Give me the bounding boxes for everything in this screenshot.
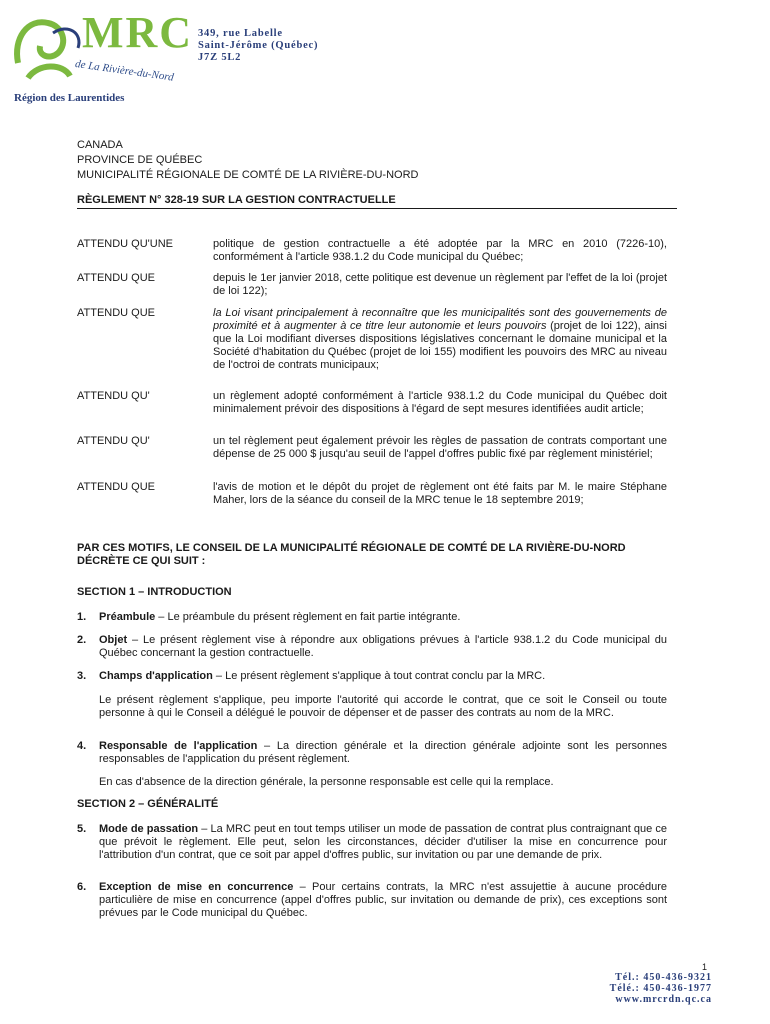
footer-website: www.mrcrdn.qc.ca: [615, 994, 712, 1005]
attendu-text: politique de gestion contractuelle a été adoptée par la MRC en 2010 (7226-10), conformément à l'article 938.1.2 du Code municipal du Québec;: [213, 238, 667, 263]
attendu-text: un tel règlement peut également prévoir les règles de passation de contrats comportant une dépense de 25 000 $ jusqu'au seuil de l'appel d'offres public fixé par règlement ministériel;: [213, 435, 667, 460]
article-text: – Le présent règlement s'applique à tout contrat conclu par la MRC.: [212, 670, 546, 682]
article-body: [99, 881, 667, 920]
attendu-text: depuis le 1er janvier 2018, cette politique est devenue un règlement par l'effet de la loi (projet de loi 122);: [213, 272, 667, 297]
logo-emblem-icon: [8, 8, 88, 88]
mrc-logo: [8, 8, 194, 90]
article-number: 6.: [77, 881, 87, 893]
article-title: Préambule: [99, 611, 156, 623]
contact-footer: [610, 972, 712, 1005]
region-label: Région des Laurentides: [14, 92, 125, 104]
article-number: 1.: [77, 611, 87, 623]
address-line: Saint-Jérôme (Québec): [198, 40, 319, 51]
article-number: 2.: [77, 634, 87, 646]
article-title: Objet: [99, 634, 128, 646]
article-text: – La MRC peut en tout temps utiliser un mode de passation de contrat plus contraignant que ce que prévoit le règlement. Elle peut, selon les circonstances, décider d'utiliser la mise en concurrence pour l'attribution d'un contrat, que ce soit par appel d'offres public, sur invitation ou par une demande de prix.: [99, 823, 667, 861]
article-title: Exception de mise en concurrence: [99, 881, 294, 893]
attendu-text: un règlement adopté conformément à l'article 938.1.2 du Code municipal du Québec doit minimalement prévoir des dispositions à l'égard de sept mesures identifiées audit article;: [213, 390, 667, 415]
attendu-text: l'avis de motion et le dépôt du projet de règlement ont été faits par M. le maire Stéphane Maher, lors de la séance du conseil de la MRC tenue le 18 septembre 2019;: [213, 481, 667, 506]
article-title: Mode de passation: [99, 823, 199, 835]
decree-statement: PAR CES MOTIFS, LE CONSEIL DE LA MUNICIPALITÉ RÉGIONALE DE COMTÉ DE LA RIVIÈRE-DU-NORD DÉCRÈTE CE QUI SUIT :: [77, 542, 626, 567]
article-paragraph: En cas d'absence de la direction générale, la personne responsable est celle qui la remplace.: [99, 776, 554, 788]
article-text: – Pour certains contrats, la MRC n'est assujettie à aucune procédure particulière de mise en concurrence (appel d'offres public, sur invitation ou demande de prix), ces exceptions sont prévues par le Code municipal du Québec.: [99, 881, 667, 919]
footer-fax: Télé.: 450-436-1977: [609, 983, 712, 994]
article-paragraph: Le présent règlement s'applique, peu importe l'autorité qui accorde le contrat, que ce soit le Conseil ou toute personne à qui le Conseil a délégué le pouvoir de dépenser et de passer des contrats au nom de la MRC.: [99, 694, 667, 719]
header-line: MUNICIPALITÉ RÉGIONALE DE COMTÉ DE LA RIVIÈRE-DU-NORD: [77, 169, 419, 181]
article-body: [99, 670, 667, 683]
address-block: [198, 28, 318, 64]
attendu-label: ATTENDU QUE: [77, 307, 156, 319]
attendu-text-rest: (projet de loi 122), ainsi que la Loi modifiant diverses dispositions législatives concernant le domaine municipal et la Société d'habitation du Québec (projet de loi 155) modifient les pouvoirs des MRC au niveau de l'octroi de contrats municipaux;: [213, 320, 667, 371]
article-text: – La direction générale et la direction générale adjointe sont les personnes responsables de l'application du présent règlement.: [99, 740, 667, 765]
article-body: [99, 634, 667, 660]
article-title: Responsable de l'application: [99, 740, 258, 752]
article-number: 4.: [77, 740, 87, 752]
article-text: – Le présent règlement vise à répondre aux obligations prévues à l'article 938.1.2 du Code municipal du Québec concernant la gestion contractuelle.: [99, 634, 667, 659]
article-body: [99, 823, 667, 862]
section-heading: SECTION 2 – GÉNÉRALITÉ: [77, 798, 219, 810]
law-title-italic: la Loi visant principalement à reconnaître que les municipalités sont des gouvernements de proximité et à augmenter à ce titre leur autonomie et leurs pouvoirs: [213, 307, 667, 332]
article-title: Champs d'application: [99, 670, 213, 682]
attendu-label: ATTENDU QU'UNE: [77, 238, 174, 250]
regulation-title: RÈGLEMENT N° 328-19 SUR LA GESTION CONTRACTUELLE: [77, 194, 677, 209]
address-line: 349, rue Labelle: [198, 28, 283, 39]
article-number: 5.: [77, 823, 87, 835]
article-body: [99, 611, 667, 624]
section-heading: SECTION 1 – INTRODUCTION: [77, 586, 232, 598]
page-number: 1: [702, 962, 708, 972]
attendu-label: ATTENDU QUE: [77, 272, 156, 284]
attendu-text: [213, 307, 667, 372]
jurisdiction-header: [77, 138, 418, 183]
attendu-label: ATTENDU QUE: [77, 481, 156, 493]
article-text: – Le préambule du présent règlement en fait partie intégrante.: [155, 611, 461, 623]
footer-phone: Tél.: 450-436-9321: [615, 972, 712, 983]
header-line: PROVINCE DE QUÉBEC: [77, 154, 203, 166]
attendu-label: ATTENDU QU': [77, 435, 150, 447]
article-number: 3.: [77, 670, 87, 682]
logo-subtitle: de La Rivière-du-Nord: [74, 58, 175, 84]
header-line: CANADA: [77, 139, 123, 151]
attendu-label: ATTENDU QU': [77, 390, 150, 402]
article-body: [99, 740, 667, 766]
logo-text: MRC: [82, 8, 194, 57]
address-line: J7Z 5L2: [198, 52, 242, 63]
